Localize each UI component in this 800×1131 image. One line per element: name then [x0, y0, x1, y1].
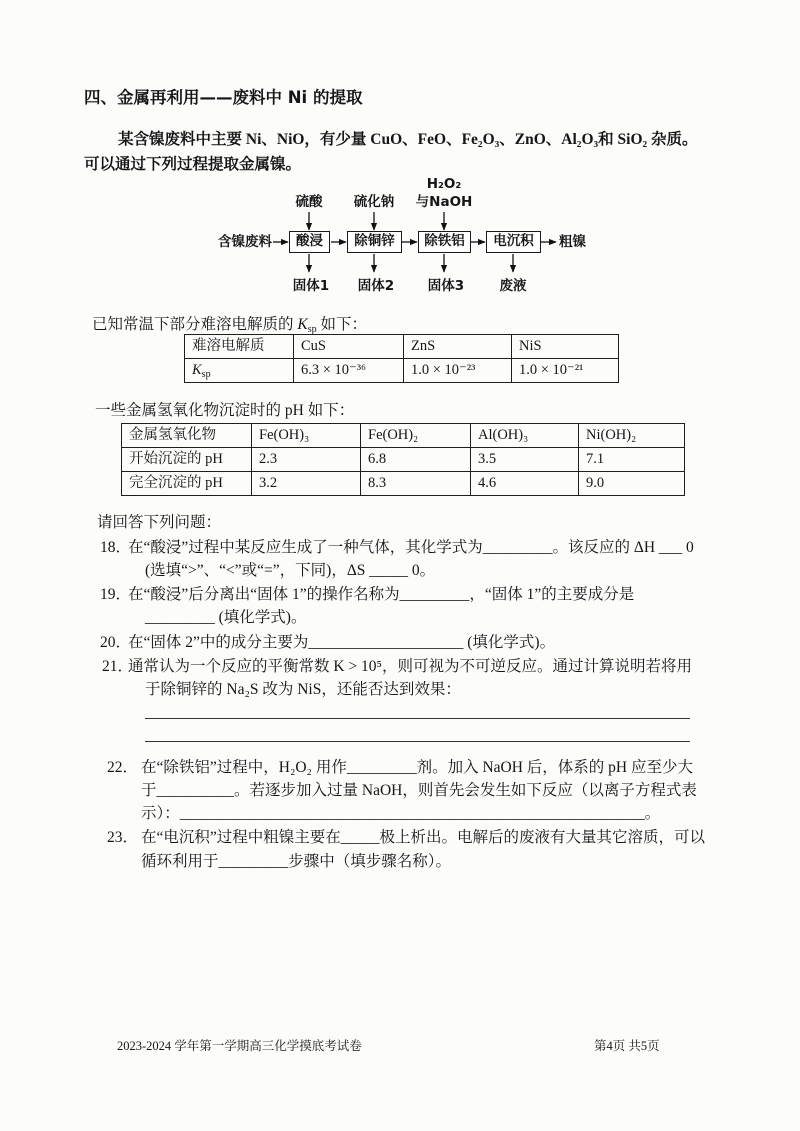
- question-number: 20．: [100, 634, 132, 651]
- table-header-cell: ZnS: [404, 335, 512, 359]
- ph-intro: 一些金属氢氧化物沉淀时的 pH 如下：: [95, 402, 355, 419]
- table-header-cell: Fe(OH)₃: [252, 424, 361, 448]
- table-cell: 2.3: [252, 448, 361, 472]
- table-row: [185, 335, 619, 359]
- intro-line-2: 可以通过下列过程提取金属镍。: [84, 156, 302, 173]
- ksp-subscript: sp: [307, 324, 317, 335]
- table-header-cell: Ni(OH)₂: [579, 424, 685, 448]
- ksp-intro-suffix: 如下：: [316, 316, 368, 333]
- process-flow-arrows: [0, 0, 800, 300]
- step-fe-al-removal-box: 除铁铝: [418, 231, 471, 253]
- ph-table: [121, 423, 685, 496]
- table-row: [185, 359, 619, 383]
- question-22-line-3: 示）：____________________________________________________________。: [141, 805, 661, 822]
- table-cell: 6.3 × 10⁻³⁶: [294, 359, 404, 383]
- question-number: 18．: [100, 539, 132, 556]
- output-label: 固体1: [292, 278, 330, 294]
- question-20-line-1: 在“固体 2”中的成分主要为____________________ (填化学式)。: [128, 634, 556, 651]
- table-row-label: 开始沉淀的 pH: [122, 448, 252, 472]
- step-acid-leaching-box: 酸浸: [289, 231, 330, 253]
- question-number: 23．: [107, 829, 139, 846]
- ksp-row-label: [185, 359, 294, 383]
- table-cell: 3.5: [471, 448, 579, 472]
- reagent-label: 与NaOH: [415, 194, 473, 210]
- step-electrodeposition-box: 电沉积: [486, 231, 541, 253]
- table-cell: 7.1: [579, 448, 685, 472]
- table-cell: 8.3: [361, 472, 471, 496]
- output-label: 废液: [499, 278, 527, 294]
- reagent-label: 硫化钠: [353, 194, 395, 210]
- question-19-line-1: 在“酸浸”后分离出“固体 1”的操作名称为_________，“固体 1”的主要成分是: [128, 586, 635, 603]
- answer-line: [145, 741, 690, 742]
- table-cell: 4.6: [471, 472, 579, 496]
- question-23-line-1: 在“电沉积”过程中粗镍主要在_____极上析出。电解后的废液有大量其它溶质，可以: [141, 829, 706, 846]
- question-number: 19．: [100, 586, 132, 603]
- reagent-label: 硫酸: [295, 194, 323, 210]
- table-cell: 1.0 × 10⁻²¹: [512, 359, 619, 383]
- footer-exam-title: 2023-2024 学年第一学期高三化学摸底考试卷: [117, 1039, 362, 1053]
- table-header-cell: 难溶电解质: [185, 335, 294, 359]
- table-cell: 6.8: [361, 448, 471, 472]
- table-cell: 3.2: [252, 472, 361, 496]
- table-header-cell: NiS: [512, 335, 619, 359]
- table-row-label: 完全沉淀的 pH: [122, 472, 252, 496]
- ksp-intro-prefix: 已知常温下部分难溶电解质的: [92, 316, 298, 333]
- flow-product-label: 粗镍: [559, 234, 586, 250]
- table-cell: 1.0 × 10⁻²³: [404, 359, 512, 383]
- step-cu-zn-removal-box: 除铜锌: [347, 231, 402, 253]
- ksp-subscript: sp: [201, 369, 211, 380]
- ksp-table: [184, 334, 619, 383]
- question-21-line-1: 通常认为一个反应的平衡常数 K > 10⁵，则可视为不可逆反应。通过计算说明若将用: [128, 658, 692, 675]
- question-23-line-2: 循环利用于_________步骤中（填步骤名称）。: [141, 853, 452, 870]
- table-header-cell: Al(OH)₃: [471, 424, 579, 448]
- footer-page-number: 第4页 共5页: [594, 1039, 660, 1053]
- question-18-line-1: 在“酸浸”过程中某反应生成了一种气体，其化学式为_________。该反应的 ΔH ___ 0: [128, 539, 694, 556]
- flow-input-label: 含镍废料: [218, 234, 272, 250]
- question-number: 21．: [102, 658, 134, 675]
- question-21-line-2: 于除铜锌的 Na₂S 改为 NiS，还能否达到效果：: [145, 681, 461, 698]
- reagent-label: H₂O₂: [426, 176, 462, 192]
- ksp-intro: [92, 315, 367, 335]
- table-row: [122, 472, 685, 496]
- section-heading: 四、金属再利用——废料中 Ni 的提取: [84, 88, 363, 107]
- table-row: [122, 448, 685, 472]
- output-label: 固体2: [357, 278, 395, 294]
- question-18-line-2: (选填“>”、“<”或“=”，下同)，ΔS _____ 0。: [145, 562, 436, 579]
- table-header-cell: 金属氢氧化物: [122, 424, 252, 448]
- answer-line: [145, 718, 690, 719]
- question-22-line-1: 在“除铁铝”过程中，H₂O₂ 用作_________剂。加入 NaOH 后，体系的 pH 应至少大: [141, 759, 693, 776]
- ksp-symbol: K: [192, 362, 202, 378]
- output-label: 固体3: [427, 278, 465, 294]
- ksp-symbol: K: [297, 316, 308, 333]
- table-cell: 9.0: [579, 472, 685, 496]
- table-header-cell: CuS: [294, 335, 404, 359]
- questions-intro: 请回答下列问题：: [97, 514, 222, 531]
- question-22-line-2: 于__________。若逐步加入过量 NaOH，则首先会发生如下反应（以离子方程式表: [141, 782, 697, 799]
- question-number: 22．: [107, 759, 139, 776]
- table-row: [122, 424, 685, 448]
- table-header-cell: Fe(OH)₂: [361, 424, 471, 448]
- question-19-line-2: _________ (填化学式)。: [145, 609, 307, 626]
- intro-line-1: 某含镍废料中主要 Ni、NiO，有少量 CuO、FeO、Fe₂O₃、ZnO、Al₂O₃和 SiO₂ 杂质。: [118, 131, 698, 148]
